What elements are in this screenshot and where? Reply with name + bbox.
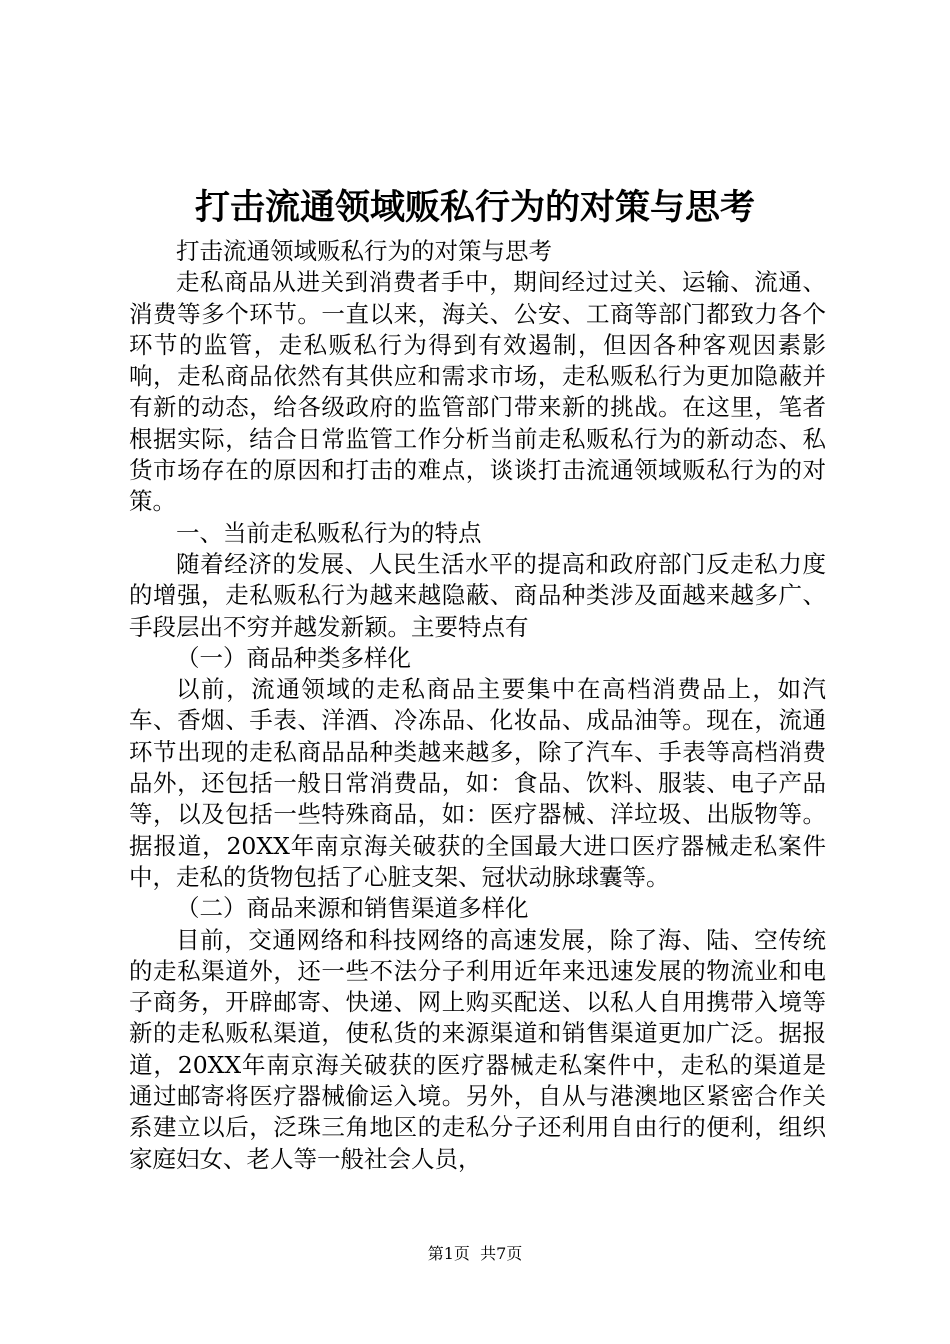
document-body [129,236,826,1175]
section-heading-characteristics: 一、当前走私贩私行为的特点 [176,518,482,547]
page-number-current: 第1页 [427,1244,470,1263]
paragraph-characteristics: 随着经济的发展、人民生活水平的提高和政府部门反走私力度的增强，走私贩私行为越来越隐蔽、商品种类涉及面越来越多广、手段层出不穷并越发新颖。主要特点有 [129,549,826,641]
page-number-total: 共7页 [480,1244,523,1263]
page-footer [0,1243,950,1265]
subsection-heading-channels: （二）商品来源和销售渠道多样化 [176,894,529,923]
paragraph-product-types: 以前，流通领域的走私商品主要集中在高档消费品上，如汽车、香烟、手表、洋酒、冷冻品、化妆品、成品油等。现在，流通环节出现的走私商品品种类越来越多，除了汽车、手表等高档消费品外，还包括一般日常消费品，如：食品、饮料、服装、电子产品等，以及包括一些特殊商品，如：医疗器械、洋垃圾、出版物等。据报道，20XX年南京海关破获的全国最大进口医疗器械走私案件中，走私的货物包括了心脏支架、冠状动脉球囊等。 [129,675,826,891]
paragraph-channels: 目前，交通网络和科技网络的高速发展，除了海、陆、空传统的走私渠道外，还一些不法分子利用近年来迅速发展的物流业和电子商务，开辟邮寄、快递、网上购买配送、以私人自用携带入境等新的走私贩私渠道，使私货的来源渠道和销售渠道更加广泛。据报道，20XX年南京海关破获的医疗器械走私案件中，走私的渠道是通过邮寄将医疗器械偷运入境。另外，自从与港澳地区紧密合作关系建立以后，泛珠三角地区的走私分子还利用自由行的便利，组织家庭妇女、老人等一般社会人员， [129,925,826,1173]
paragraph-intro: 走私商品从进关到消费者手中，期间经过过关、运输、流通、消费等多个环节。一直以来，海关、公安、工商等部门都致力各个环节的监管，走私贩私行为得到有效遏制，但因各种客观因素影响，走私商品依然有其供应和需求市场，走私贩私行为更加隐蔽并有新的动态，给各级政府的监管部门带来新的挑战。在这里，笔者根据实际，结合日常监管工作分析当前走私贩私行为的新动态、私货市场存在的原因和打击的难点，谈谈打击流通领域贩私行为的对策。 [129,268,826,516]
subsection-heading-product-types: （一）商品种类多样化 [176,643,411,672]
document-title: 打击流通领域贩私行为的对策与思考 [194,187,755,228]
paragraph-subtitle: 打击流通领域贩私行为的对策与思考 [176,237,552,265]
